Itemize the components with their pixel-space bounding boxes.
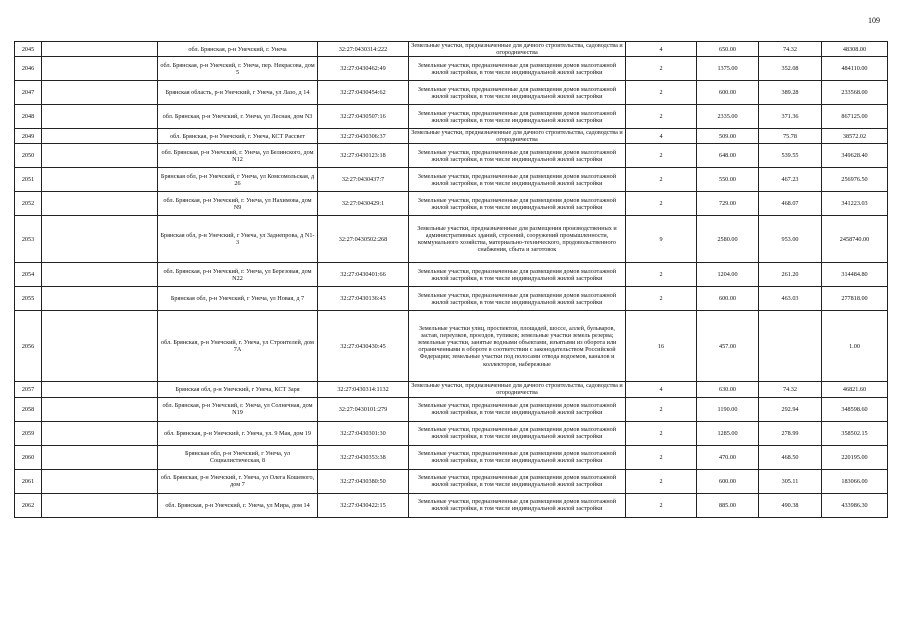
land-use-cell: Земельные участки, предназначенные для размещения домов малоэтажной жилой застройки, в том числе индивидуальной жилой застройки	[409, 397, 626, 421]
land-use-cell: Земельные участки, предназначенные для размещения домов малоэтажной жилой застройки, в том числе индивидуальной жилой застройки	[409, 421, 626, 445]
table-row	[15, 445, 888, 469]
cadastral-value-cell: 1.00	[822, 311, 888, 382]
address-cell: обл. Брянская, р-н Унечский, г. Унеча, ул Лесная, дом N3	[158, 105, 318, 129]
row-number: 2062	[15, 493, 42, 517]
use-code-cell: 4	[626, 42, 697, 57]
row-number: 2049	[15, 129, 42, 144]
address-cell: обл. Брянская, р-н Унечский, г. Унеча, ул Мира, дом 14	[158, 493, 318, 517]
cadastral-value-cell: 277818.00	[822, 287, 888, 311]
address-cell: Брянская обл, р-н Унечский, г Унеча, ул Комсомольская, д 26	[158, 168, 318, 192]
land-use-cell: Земельные участки, предназначенные для размещения домов малоэтажной жилой застройки, в том числе индивидуальной жилой застройки	[409, 144, 626, 168]
cadastral-number-cell: 32:27:0430101:279	[318, 397, 409, 421]
cadastral-number-cell: 32:27:0430422:15	[318, 493, 409, 517]
land-use-cell: Земельные участки, предназначенные для размещения домов малоэтажной жилой застройки, в том числе индивидуальной жилой застройки	[409, 81, 626, 105]
cadastral-value-cell: 220195.00	[822, 445, 888, 469]
cadastral-value-cell: 183066.00	[822, 469, 888, 493]
use-code-cell: 2	[626, 263, 697, 287]
empty-cell	[42, 397, 158, 421]
row-number: 2048	[15, 105, 42, 129]
row-number: 2060	[15, 445, 42, 469]
land-use-cell: Земельные участки, предназначенные для размещения домов малоэтажной жилой застройки, в том числе индивидуальной жилой застройки	[409, 57, 626, 81]
land-use-cell: Земельные участки, предназначенные для размещения домов малоэтажной жилой застройки, в том числе индивидуальной жилой застройки	[409, 287, 626, 311]
cadastral-number-cell: 32:27:0430123:18	[318, 144, 409, 168]
cadastral-number-cell: 32:27:0430306:37	[318, 129, 409, 144]
row-number: 2056	[15, 311, 42, 382]
address-cell: обл. Брянская, р-н Унечский, г. Унеча, ул Березовая, дом N22	[158, 263, 318, 287]
row-number: 2057	[15, 382, 42, 397]
empty-cell	[42, 129, 158, 144]
empty-cell	[42, 144, 158, 168]
empty-cell	[42, 168, 158, 192]
cadastral-value-cell: 348598.60	[822, 397, 888, 421]
address-cell: обл. Брянская, р-н Унечский, г. Унеча, пер. Некрасова, дом 5	[158, 57, 318, 81]
land-use-cell: Земельные участки, предназначенные для размещения домов малоэтажной жилой застройки, в том числе индивидуальной жилой застройки	[409, 168, 626, 192]
address-cell: Брянская обл, р-н Унечский, г Унеча, КСТ Заря	[158, 382, 318, 397]
use-code-cell: 2	[626, 81, 697, 105]
cadastral-number-cell: 32:27:0430437:7	[318, 168, 409, 192]
cadastral-value-cell: 341223.03	[822, 192, 888, 216]
address-cell: Брянская обл, р-н Унечский, г Унеча, ул Новая, д 7	[158, 287, 318, 311]
land-use-cell: Земельные участки, предназначенные для размещения домов малоэтажной жилой застройки, в том числе индивидуальной жилой застройки	[409, 445, 626, 469]
area-cell: 885.00	[697, 493, 759, 517]
specific-value-cell: 468.07	[759, 192, 822, 216]
row-number: 2053	[15, 216, 42, 263]
cadastral-value-cell: 484110.00	[822, 57, 888, 81]
row-number: 2045	[15, 42, 42, 57]
row-number: 2046	[15, 57, 42, 81]
specific-value-cell: 305.11	[759, 469, 822, 493]
area-cell: 457.00	[697, 311, 759, 382]
cadastral-number-cell: 32:27:0430454:62	[318, 81, 409, 105]
empty-cell	[42, 382, 158, 397]
specific-value-cell: 74.32	[759, 42, 822, 57]
use-code-cell: 2	[626, 287, 697, 311]
land-use-cell: Земельные участки улиц, проспектов, площадей, шоссе, аллей, бульваров, застав, переулков, проездов, тупиков; земельные участки земель резерва; земельные участки, занятые водными объектами, изъятыми из оборота или ограниченными в обороте в соответствии с законодательством Российской Федерации; земельные участки под полосами отвода водоемов, каналов и коллекторов, набережные	[409, 311, 626, 382]
address-cell: обл. Брянская, р-н Унечский, г. Унеча, ул Олега Кошевого, дом 7	[158, 469, 318, 493]
empty-cell	[42, 421, 158, 445]
specific-value-cell: 352.08	[759, 57, 822, 81]
table-row	[15, 382, 888, 397]
land-use-cell: Земельные участки, предназначенные для размещения домов малоэтажной жилой застройки, в том числе индивидуальной жилой застройки	[409, 192, 626, 216]
land-use-cell: Земельные участки, предназначенные для дачного строительства, садоводства и огородничества	[409, 129, 626, 144]
cadastral-number-cell: 32:27:0430353:38	[318, 445, 409, 469]
use-code-cell: 4	[626, 382, 697, 397]
area-cell: 729.00	[697, 192, 759, 216]
specific-value-cell: 490.38	[759, 493, 822, 517]
address-cell: обл. Брянская, р-н Унечский, г. Унеча, ул Белинского, дом N12	[158, 144, 318, 168]
address-cell: обл. Брянская, р-н Унечский, г. Унеча, ул Нахимова, дом N9	[158, 192, 318, 216]
use-code-cell: 16	[626, 311, 697, 382]
cadastral-number-cell: 32:27:0430401:66	[318, 263, 409, 287]
table-row	[15, 421, 888, 445]
table-row	[15, 42, 888, 57]
cadastral-value-cell: 349628.40	[822, 144, 888, 168]
address-cell: обл. Брянская, р-н Унечский, г. Унеча, КСТ Рассвет	[158, 129, 318, 144]
table-row	[15, 168, 888, 192]
row-number: 2055	[15, 287, 42, 311]
use-code-cell: 9	[626, 216, 697, 263]
empty-cell	[42, 105, 158, 129]
use-code-cell: 2	[626, 168, 697, 192]
cadastral-value-cell: 314484.80	[822, 263, 888, 287]
land-use-cell: Земельные участки, предназначенные для размещения домов малоэтажной жилой застройки, в том числе индивидуальной жилой застройки	[409, 493, 626, 517]
cadastral-value-cell: 867125.00	[822, 105, 888, 129]
address-cell: обл. Брянская, р-н Унечский, г. Унеча, ул Строителей, дом 7А	[158, 311, 318, 382]
specific-value-cell: 953.00	[759, 216, 822, 263]
table-row	[15, 263, 888, 287]
row-number: 2059	[15, 421, 42, 445]
table-row	[15, 493, 888, 517]
table-row	[15, 192, 888, 216]
area-cell: 2335.00	[697, 105, 759, 129]
land-use-cell: Земельные участки, предназначенные для размещения домов малоэтажной жилой застройки, в том числе индивидуальной жилой застройки	[409, 105, 626, 129]
cadastral-value-cell: 38572.02	[822, 129, 888, 144]
specific-value-cell: 292.94	[759, 397, 822, 421]
use-code-cell: 2	[626, 144, 697, 168]
cadastral-value-cell: 256976.50	[822, 168, 888, 192]
table-row	[15, 144, 888, 168]
address-cell: Брянская область, р-н Унечский, г Унеча, ул Лазо, д 14	[158, 81, 318, 105]
address-cell: обл. Брянская, р-н Унечский, г. Унеча	[158, 42, 318, 57]
area-cell: 1190.00	[697, 397, 759, 421]
table-row	[15, 129, 888, 144]
specific-value-cell: 463.03	[759, 287, 822, 311]
specific-value-cell: 539.55	[759, 144, 822, 168]
table-row	[15, 397, 888, 421]
area-cell: 509.00	[697, 129, 759, 144]
use-code-cell: 2	[626, 493, 697, 517]
land-use-cell: Земельные участки, предназначенные для дачного строительства, садоводства и огородничества	[409, 382, 626, 397]
empty-cell	[42, 263, 158, 287]
use-code-cell: 2	[626, 192, 697, 216]
cadastral-number-cell: 32:27:0430314:1132	[318, 382, 409, 397]
empty-cell	[42, 216, 158, 263]
area-cell: 2580.00	[697, 216, 759, 263]
use-code-cell: 2	[626, 421, 697, 445]
area-cell: 600.00	[697, 81, 759, 105]
use-code-cell: 2	[626, 397, 697, 421]
empty-cell	[42, 192, 158, 216]
row-number: 2047	[15, 81, 42, 105]
empty-cell	[42, 287, 158, 311]
specific-value-cell: 74.32	[759, 382, 822, 397]
area-cell: 1285.00	[697, 421, 759, 445]
cadastral-value-cell: 46821.60	[822, 382, 888, 397]
row-number: 2061	[15, 469, 42, 493]
land-use-cell: Земельные участки, предназначенные для размещения производственных и административных зданий, строений, сооружений промышленности, коммунального хозяйства, материально-технического, продовольственного снабжения, сбыта и заготовок	[409, 216, 626, 263]
specific-value-cell: 389.28	[759, 81, 822, 105]
use-code-cell: 2	[626, 57, 697, 81]
row-number: 2058	[15, 397, 42, 421]
area-cell: 1375.00	[697, 57, 759, 81]
row-number: 2054	[15, 263, 42, 287]
cadastral-number-cell: 32:27:0430502:268	[318, 216, 409, 263]
table-row	[15, 287, 888, 311]
empty-cell	[42, 469, 158, 493]
empty-cell	[42, 81, 158, 105]
empty-cell	[42, 311, 158, 382]
specific-value-cell: 261.20	[759, 263, 822, 287]
specific-value-cell	[759, 311, 822, 382]
land-use-cell: Земельные участки, предназначенные для размещения домов малоэтажной жилой застройки, в том числе индивидуальной жилой застройки	[409, 469, 626, 493]
specific-value-cell: 467.23	[759, 168, 822, 192]
area-cell: 648.00	[697, 144, 759, 168]
table-row	[15, 469, 888, 493]
table-row	[15, 81, 888, 105]
table-row	[15, 57, 888, 81]
address-cell: Брянская обл, р-н Унечский, г Унеча, ул Заднепрова, д N1-3	[158, 216, 318, 263]
land-use-cell: Земельные участки, предназначенные для дачного строительства, садоводства и огородничества	[409, 42, 626, 57]
use-code-cell: 2	[626, 445, 697, 469]
cadastral-number-cell: 32:27:0430314:222	[318, 42, 409, 57]
address-cell: обл. Брянская, р-н Унечский, г. Унеча, ул Солнечная, дом N19	[158, 397, 318, 421]
cadastral-number-cell: 32:27:0430136:43	[318, 287, 409, 311]
empty-cell	[42, 57, 158, 81]
cadastral-value-cell: 2458740.00	[822, 216, 888, 263]
empty-cell	[42, 445, 158, 469]
specific-value-cell: 75.78	[759, 129, 822, 144]
area-cell: 550.00	[697, 168, 759, 192]
empty-cell	[42, 493, 158, 517]
land-use-cell: Земельные участки, предназначенные для размещения домов малоэтажной жилой застройки, в том числе индивидуальной жилой застройки	[409, 263, 626, 287]
table-row	[15, 311, 888, 382]
specific-value-cell: 468.50	[759, 445, 822, 469]
address-cell: обл. Брянская, р-н Унечский, г. Унеча, ул. 9 Мая, дом 19	[158, 421, 318, 445]
cadastral-number-cell: 32:27:0430462:49	[318, 57, 409, 81]
area-cell: 1204.00	[697, 263, 759, 287]
specific-value-cell: 371.36	[759, 105, 822, 129]
cadastral-number-cell: 32:27:0430507:16	[318, 105, 409, 129]
cadastral-value-table	[14, 41, 888, 518]
area-cell: 630.00	[697, 382, 759, 397]
row-number: 2050	[15, 144, 42, 168]
use-code-cell: 2	[626, 105, 697, 129]
area-cell: 600.00	[697, 287, 759, 311]
cadastral-value-cell: 358502.15	[822, 421, 888, 445]
cadastral-value-cell: 233568.00	[822, 81, 888, 105]
cadastral-number-cell: 32:27:0430429:1	[318, 192, 409, 216]
empty-cell	[42, 42, 158, 57]
cadastral-value-cell: 48308.00	[822, 42, 888, 57]
area-cell: 650.00	[697, 42, 759, 57]
row-number: 2052	[15, 192, 42, 216]
table-row	[15, 105, 888, 129]
page-number: 109	[868, 16, 880, 25]
area-cell: 470.00	[697, 445, 759, 469]
table-row	[15, 216, 888, 263]
use-code-cell: 4	[626, 129, 697, 144]
cadastral-value-cell: 433986.30	[822, 493, 888, 517]
address-cell: Брянская обл, р-н Унечский, г Унеча, ул Социалистическая, 8	[158, 445, 318, 469]
row-number: 2051	[15, 168, 42, 192]
cadastral-number-cell: 32:27:0430380:50	[318, 469, 409, 493]
specific-value-cell: 278.99	[759, 421, 822, 445]
use-code-cell: 2	[626, 469, 697, 493]
cadastral-number-cell: 32:27:0430430:45	[318, 311, 409, 382]
area-cell: 600.00	[697, 469, 759, 493]
cadastral-number-cell: 32:27:0430301:30	[318, 421, 409, 445]
